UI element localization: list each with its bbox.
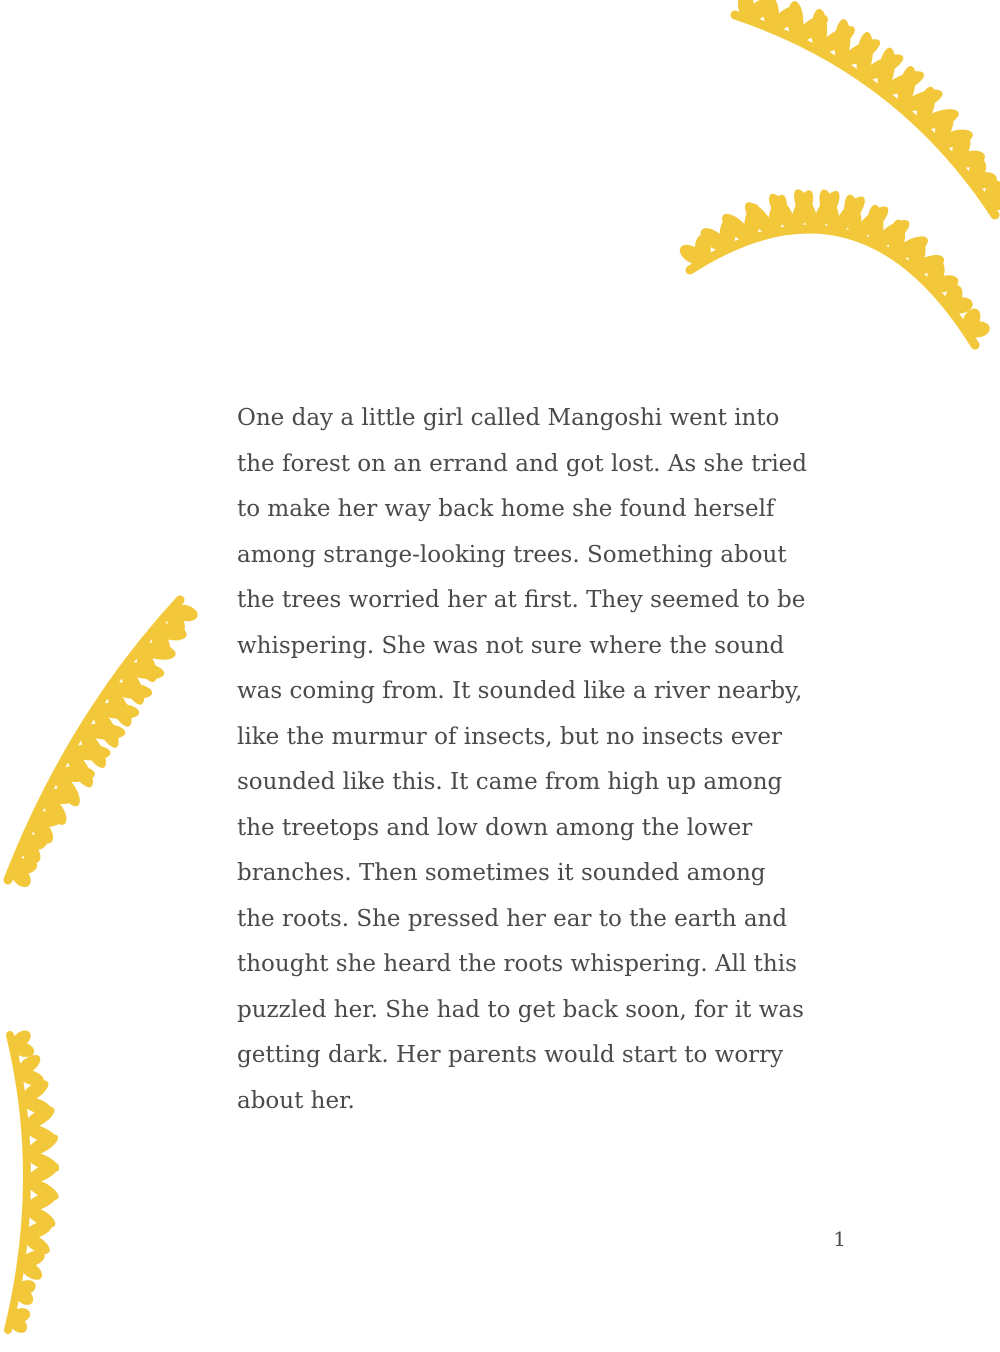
fern-leaf bbox=[697, 224, 732, 256]
fern-leaf bbox=[694, 234, 711, 262]
fern-leaf bbox=[21, 1103, 58, 1133]
fern-leaf bbox=[761, 0, 780, 30]
fern-leaf bbox=[676, 241, 707, 269]
fern-leaf bbox=[815, 187, 843, 234]
fern-leaf bbox=[148, 626, 175, 662]
fern-leaf bbox=[913, 85, 939, 128]
fern-leaf bbox=[740, 198, 778, 239]
fern-branch-top-right bbox=[735, 0, 1000, 215]
story-line: branches. Then sometimes it sounded among bbox=[237, 860, 766, 886]
fern-leaf bbox=[867, 205, 884, 246]
fern-leaf bbox=[7, 862, 35, 891]
fern-leaf bbox=[62, 747, 98, 791]
story-text bbox=[237, 396, 847, 1124]
fern-leaf bbox=[936, 126, 974, 151]
fern-leaf bbox=[20, 1230, 53, 1258]
fern-leaf bbox=[20, 1094, 54, 1118]
fern-leaf bbox=[808, 187, 844, 233]
fern-branch-left bbox=[7, 600, 200, 891]
fern-leaf bbox=[14, 1278, 37, 1297]
fern-leaf bbox=[12, 1285, 36, 1308]
fern-leaf bbox=[9, 1306, 32, 1325]
story-line: One day a little girl called Mangoshi went into bbox=[237, 405, 780, 431]
fern-leaf bbox=[742, 203, 763, 241]
fern-leaf bbox=[17, 838, 45, 867]
fern-leaf bbox=[18, 1076, 52, 1106]
fern-leaf bbox=[787, 1, 805, 40]
fern-leaf bbox=[918, 105, 961, 133]
fern-leaf bbox=[811, 9, 827, 52]
fern-leaf bbox=[23, 1130, 61, 1160]
fern-leaf bbox=[924, 259, 948, 290]
fern-leaf bbox=[894, 64, 919, 110]
fern-leaf bbox=[858, 49, 906, 84]
fern-leaf bbox=[11, 1040, 36, 1059]
fern-leaf bbox=[109, 680, 154, 701]
fern-leaf bbox=[942, 282, 966, 311]
fern-leaf bbox=[906, 237, 929, 272]
fern-leaf bbox=[891, 232, 931, 263]
fern-leaf bbox=[719, 217, 737, 250]
fern-leaf bbox=[123, 660, 166, 682]
story-line: the treetops and low down among the lower bbox=[237, 814, 753, 841]
fern-leaf bbox=[24, 1175, 62, 1204]
fern-leaf bbox=[959, 306, 984, 335]
fern-leaf bbox=[138, 640, 177, 662]
fern-leaf bbox=[6, 1313, 30, 1337]
fern-leaf bbox=[833, 19, 852, 65]
story-line: was coming from. It sounded like a river nearby, bbox=[237, 678, 803, 704]
fern-leaf bbox=[851, 202, 893, 243]
fern-leaf bbox=[871, 215, 913, 251]
fern-leaf bbox=[16, 1067, 46, 1089]
fern-leaf bbox=[718, 209, 756, 245]
fern-stem bbox=[735, 15, 995, 215]
story-line: getting dark. Her parents would start to worry bbox=[237, 1042, 784, 1068]
fern-leaf bbox=[791, 10, 832, 46]
fern-leaf bbox=[82, 722, 126, 741]
fern-stem bbox=[690, 229, 975, 345]
fern-leaf bbox=[875, 46, 898, 93]
fern-leaf bbox=[899, 85, 945, 116]
fern-leaf bbox=[57, 766, 95, 782]
fern-leaf bbox=[830, 192, 870, 236]
fern-leaf bbox=[965, 156, 990, 186]
fern-leaf bbox=[132, 645, 162, 685]
fern-leaf bbox=[153, 621, 188, 643]
story-line: like the murmur of insects, but no insects ever bbox=[237, 723, 782, 750]
fern-leaf bbox=[954, 148, 987, 170]
fern-leaf bbox=[743, 0, 775, 25]
fern-leaf bbox=[22, 1121, 59, 1147]
fern-branch-bottom-left bbox=[6, 1027, 62, 1336]
fern-leaf bbox=[965, 320, 991, 338]
fern-leaf bbox=[50, 769, 84, 810]
story-line: among strange-looking trees. Something about bbox=[237, 541, 787, 568]
fern-leaf bbox=[879, 66, 927, 99]
fern-leaf bbox=[837, 34, 884, 71]
fern-leaf bbox=[911, 251, 947, 278]
fern-leaf bbox=[980, 177, 1000, 207]
fern-leaf bbox=[169, 602, 199, 624]
fern-leaf bbox=[765, 193, 791, 236]
story-line: the trees worried her at first. They seemed to be bbox=[237, 587, 806, 613]
fern-leaf bbox=[789, 186, 822, 232]
page-number: 1 bbox=[833, 1227, 846, 1251]
fern-leaf bbox=[22, 1218, 55, 1242]
fern-leaf bbox=[27, 815, 57, 848]
fern-leaf bbox=[24, 1159, 62, 1188]
fern-leaf bbox=[767, 1, 803, 35]
fern-stem bbox=[8, 600, 180, 880]
fern-leaf bbox=[931, 107, 957, 146]
fern-leaf bbox=[88, 705, 123, 751]
fern-leaf bbox=[948, 131, 974, 165]
fern-branch-middle-right bbox=[676, 186, 990, 345]
fern-stem bbox=[8, 1035, 27, 1330]
fern-leaf bbox=[95, 701, 140, 721]
fern-leaf bbox=[19, 1248, 47, 1270]
fern-leaf bbox=[764, 190, 801, 234]
fern-leaf bbox=[22, 833, 47, 851]
fern-leaf bbox=[12, 857, 38, 875]
fern-leaf bbox=[17, 1257, 46, 1283]
fern-leaf bbox=[102, 684, 136, 730]
fern-leaf bbox=[787, 187, 818, 232]
fern-leaf bbox=[117, 664, 149, 708]
fern-leaf bbox=[929, 272, 960, 295]
fern-leaf bbox=[8, 1027, 34, 1052]
story-line: whispering. She was not sure where the sound bbox=[237, 632, 785, 659]
fern-leaf bbox=[38, 792, 71, 829]
fern-leaf bbox=[854, 31, 875, 79]
fern-leaf bbox=[24, 1148, 62, 1176]
story-line: about her. bbox=[237, 1087, 355, 1114]
fern-leaf bbox=[23, 1202, 59, 1231]
fern-leaf bbox=[736, 0, 756, 21]
fern-leaf bbox=[45, 788, 79, 805]
fern-leaf bbox=[947, 295, 974, 315]
fern-leaf bbox=[164, 607, 188, 638]
story-line: puzzled her. She had to get back soon, for it was bbox=[237, 996, 804, 1023]
fern-leaf bbox=[842, 193, 865, 238]
story-line: the roots. She pressed her ear to the earth and bbox=[237, 905, 788, 932]
fern-leaf bbox=[23, 1188, 59, 1215]
fern-leaf bbox=[75, 726, 111, 772]
fern-leaf bbox=[33, 810, 62, 827]
story-line: to make her way back home she found herself bbox=[237, 496, 775, 522]
fern-leaf bbox=[815, 21, 859, 58]
fern-leaf bbox=[971, 170, 999, 190]
story-line: the forest on an errand and got lost. As she tried bbox=[237, 450, 808, 477]
fern-leaf bbox=[986, 193, 1000, 212]
fern-leaf bbox=[14, 1051, 44, 1079]
fern-leaf bbox=[69, 744, 111, 761]
story-line: thought she heard the roots whispering. All this bbox=[237, 951, 797, 977]
fern-leaf bbox=[887, 219, 907, 257]
story-line: sounded like this. It came from high up among bbox=[237, 769, 783, 795]
